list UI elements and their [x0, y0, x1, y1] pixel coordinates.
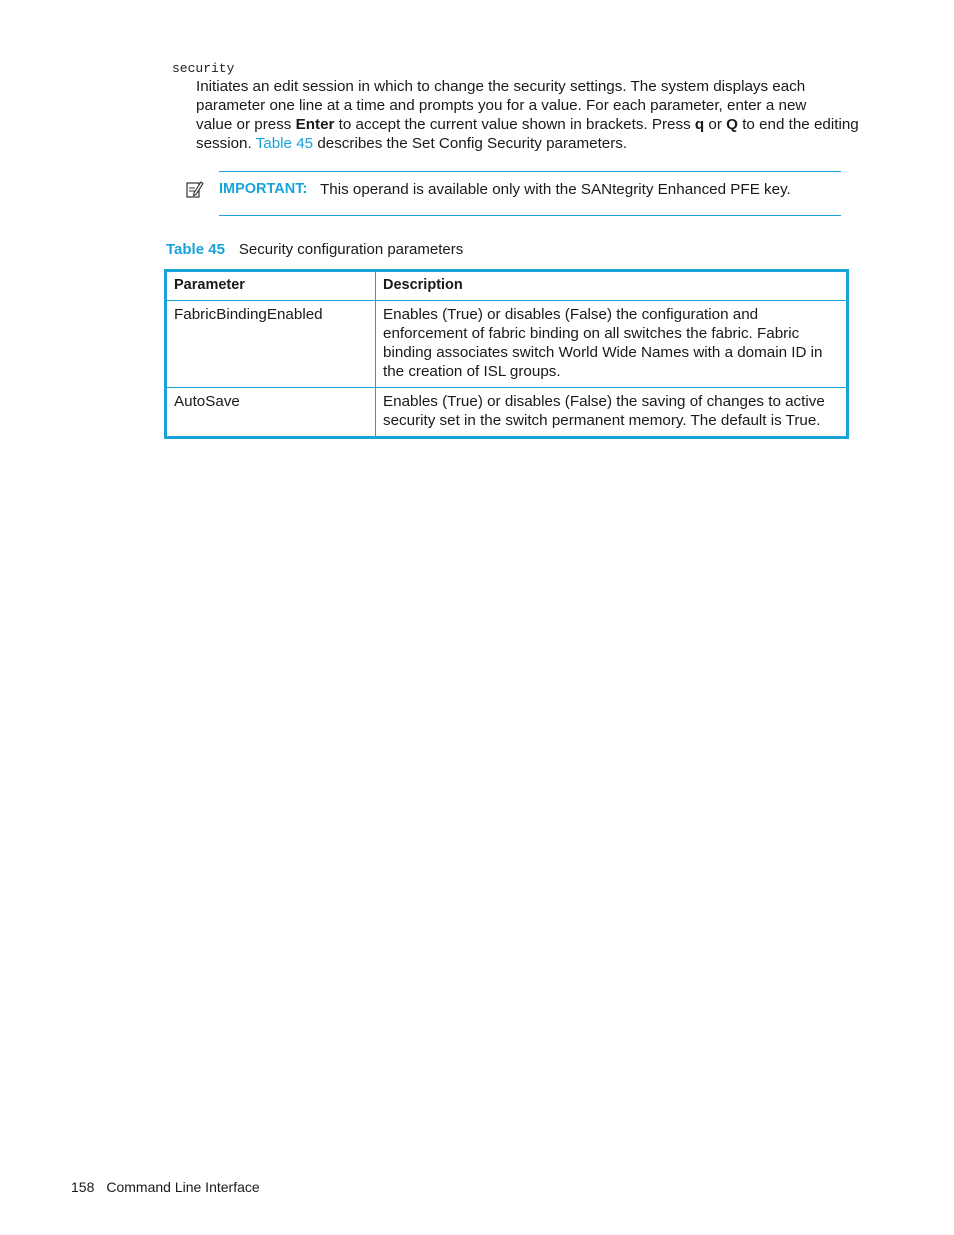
Q-key-label: Q [726, 116, 738, 133]
important-label: IMPORTANT: [219, 181, 308, 197]
column-header-parameter: Parameter [166, 271, 376, 301]
description-cell: Enables (True) or disables (False) the saving of changes to active security set in the switch permanent memory. The default is True. [376, 388, 848, 438]
table-caption [166, 241, 463, 258]
description-line [196, 115, 859, 134]
parameter-cell: AutoSave [166, 388, 376, 438]
description-line [196, 134, 846, 153]
description-text: session. [196, 135, 256, 152]
parameter-cell: FabricBindingEnabled [166, 301, 376, 388]
description-text: to accept the current value shown in brackets. Press [334, 116, 695, 133]
table-row [166, 388, 848, 438]
table-caption-number: Table 45 [166, 241, 225, 258]
description-text: describes the Set Config Security parameters. [313, 135, 628, 152]
description-line: Initiates an edit session in which to change the security settings. The system displays each [196, 78, 806, 95]
description-text: to end the editing [737, 116, 859, 133]
column-header-description: Description [376, 271, 848, 301]
footer-section-title: Command Line Interface [106, 1179, 260, 1195]
table-45-link[interactable]: Table 45 [255, 135, 314, 152]
table-caption-title: Security configuration parameters [238, 241, 464, 258]
table-header-row [166, 271, 848, 301]
page-footer [71, 1179, 260, 1195]
important-text: This operand is available only with the SANtegrity Enhanced PFE key. [320, 181, 791, 198]
description-text: value or press [196, 116, 296, 133]
enter-key-label: Enter [295, 116, 335, 133]
operand-name: security [172, 61, 235, 76]
description-text: or [704, 116, 727, 133]
operand-description [196, 77, 859, 153]
important-note-icon [186, 179, 204, 199]
description-cell: Enables (True) or disables (False) the configuration and enforcement of fabric binding on all switches the fabric. Fabric binding associates switch World Wide Names with a domain ID in the creation of ISL groups. [376, 301, 848, 388]
security-parameters-table [164, 269, 849, 439]
description-line: parameter one line at a time and prompts you for a value. For each parameter, enter a new [196, 97, 807, 114]
important-callout [219, 171, 841, 216]
table-row [166, 301, 848, 388]
q-key-label: q [694, 116, 705, 133]
page-number: 158 [71, 1179, 95, 1195]
